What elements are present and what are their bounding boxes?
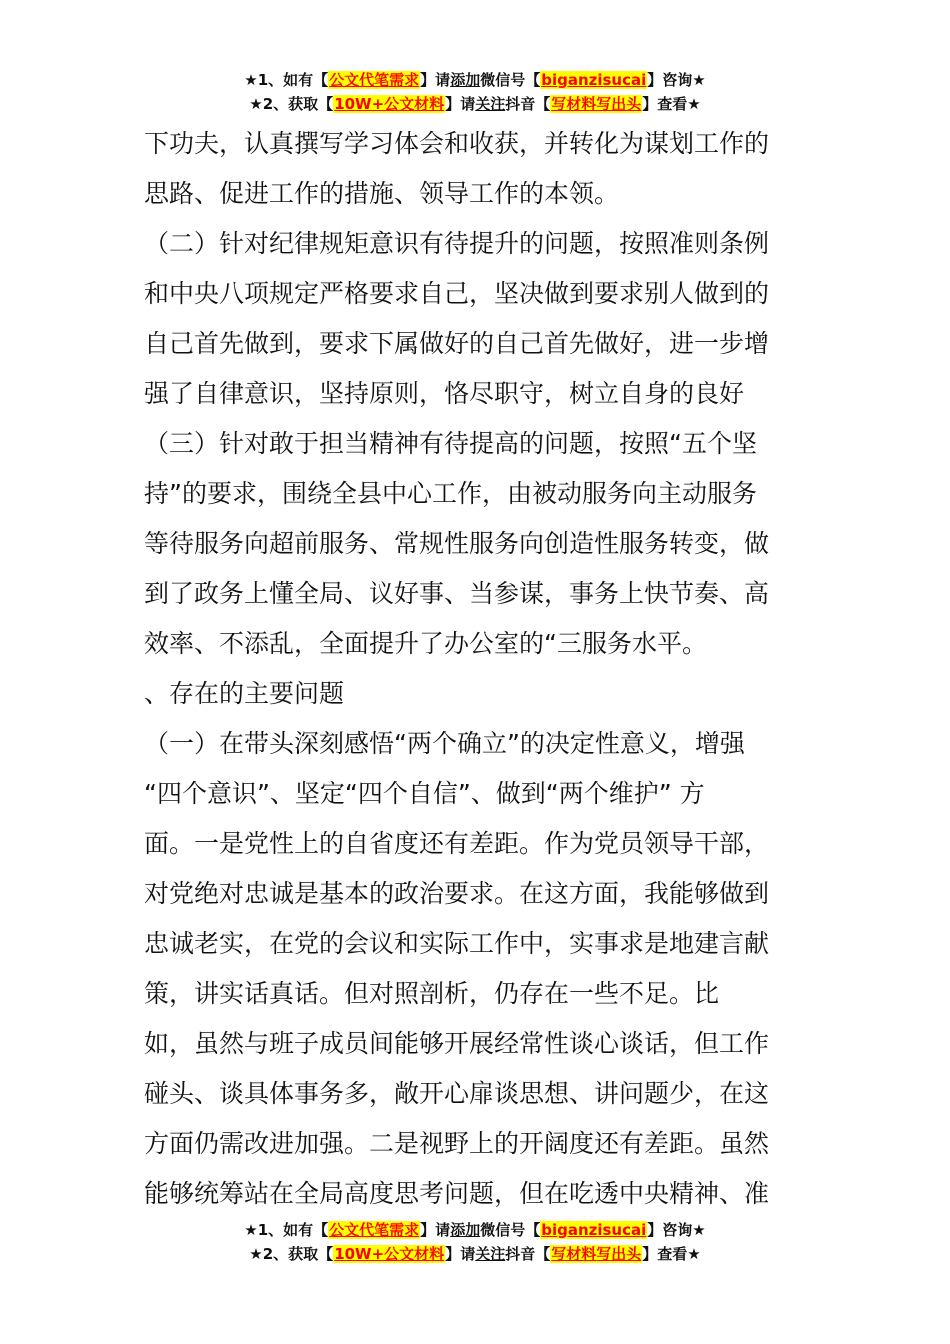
footer-line-2-mid-1: 】请 xyxy=(445,1245,476,1263)
body-line: （二）针对纪律规矩意识有待提升的问题，按照准则条例 xyxy=(144,229,770,258)
header-line-1-mid-2: 微信号【 xyxy=(480,71,541,89)
body-line: 碰头、谈具体事务多，敞开心扉谈思想、讲问题少，在这 xyxy=(144,1079,770,1108)
body-line: “四个意识”、坚定“四个自信”、做到“两个维护” 方 xyxy=(144,779,705,808)
footer-line-2-mid-2: 抖音【 xyxy=(505,1245,551,1263)
body-line: 持”的要求，围绕全县中心工作，由被动服务向主动服务 xyxy=(144,479,757,508)
header-line-2-mid-2: 抖音【 xyxy=(505,95,551,113)
section-heading: 、存在的主要问题 xyxy=(144,679,345,708)
footer-line-2-highlight-1: 10W+公文材料 xyxy=(334,1245,445,1263)
body-line: 策，讲实话真话。但对照剖析，仍存在一些不足。比 xyxy=(144,979,720,1008)
header-line-2-highlight-2: 写材料写出头 xyxy=(551,95,642,113)
header-line-1-mid-1: 】请 xyxy=(420,71,451,89)
footer-line-2-post: 】查看★ xyxy=(642,1245,701,1263)
body-line: 如，虽然与班子成员间能够开展经常性谈心谈话，但工作 xyxy=(144,1029,770,1058)
header-line-2-highlight-1: 10W+公文材料 xyxy=(334,95,445,113)
body-line: 自己首先做到，要求下属做好的自己首先做好，进一步增 xyxy=(144,329,770,358)
header-line-2-mid-1: 】请 xyxy=(445,95,476,113)
body-line: 忠诚老实，在党的会议和实际工作中，实事求是地建言献 xyxy=(144,929,770,958)
header-line-1-post: 】咨询★ xyxy=(647,71,706,89)
body-line: 和中央八项规定严格要求自己，坚决做到要求别人做到的 xyxy=(144,279,770,308)
header-line-1-underline: 添加 xyxy=(450,71,481,89)
body-line: 强了自律意识，坚持原则，恪尽职守，树立自身的良好 xyxy=(144,379,745,408)
footer-line-2-highlight-2: 写材料写出头 xyxy=(551,1245,642,1263)
footer-line-1-pre: ★1、如有【 xyxy=(244,1221,329,1239)
footer-line-2-pre: ★2、获取【 xyxy=(249,1245,334,1263)
footer-line-1 xyxy=(0,1218,950,1242)
body-line: 方面仍需改进加强。二是视野上的开阔度还有差距。虽然 xyxy=(144,1129,770,1158)
body-line: （三）针对敢于担当精神有待提高的问题，按照“五个坚 xyxy=(144,429,757,458)
body-line: 思路、促进工作的措施、领导工作的本领。 xyxy=(144,179,620,208)
footer-line-2 xyxy=(0,1242,950,1266)
body-line: 等待服务向超前服务、常规性服务向创造性服务转变，做 xyxy=(144,529,770,558)
body-line: 能够统筹站在全局高度思考问题，但在吃透中央精神、准 xyxy=(144,1179,770,1208)
footer-line-2-underline: 关注 xyxy=(475,1245,506,1263)
header-line-1-pre: ★1、如有【 xyxy=(244,71,329,89)
header-line-1-highlight-1: 公文代笔需求 xyxy=(329,71,420,89)
header-line-2 xyxy=(0,92,950,116)
document-body xyxy=(144,119,810,1219)
footer-line-1-highlight-1: 公文代笔需求 xyxy=(329,1221,420,1239)
footer-line-1-mid-2: 微信号【 xyxy=(480,1221,541,1239)
footer-line-1-mid-1: 】请 xyxy=(420,1221,451,1239)
body-line: 对党绝对忠诚是基本的政治要求。在这方面，我能够做到 xyxy=(144,879,770,908)
header-line-2-underline: 关注 xyxy=(475,95,506,113)
header-line-2-post: 】查看★ xyxy=(642,95,701,113)
footer-banner xyxy=(0,1218,950,1266)
header-line-1 xyxy=(0,68,950,92)
body-line: （一）在带头深刻感悟“两个确立”的决定性意义，增强 xyxy=(144,729,745,758)
footer-line-1-underline: 添加 xyxy=(450,1221,481,1239)
body-line: 面。一是党性上的自省度还有差距。作为党员领导干部， xyxy=(144,829,770,858)
header-line-2-pre: ★2、获取【 xyxy=(249,95,334,113)
header-banner xyxy=(0,68,950,116)
body-line: 效率、不添乱，全面提升了办公室的“三服务水平。 xyxy=(144,629,707,658)
body-line: 下功夫，认真撰写学习体会和收获，并转化为谋划工作的 xyxy=(144,129,770,158)
body-line: 到了政务上懂全局、议好事、当参谋，事务上快节奏、高 xyxy=(144,579,770,608)
header-line-1-highlight-2: biganzisucai xyxy=(541,71,647,89)
footer-line-1-highlight-2: biganzisucai xyxy=(541,1221,647,1239)
footer-line-1-post: 】咨询★ xyxy=(647,1221,706,1239)
